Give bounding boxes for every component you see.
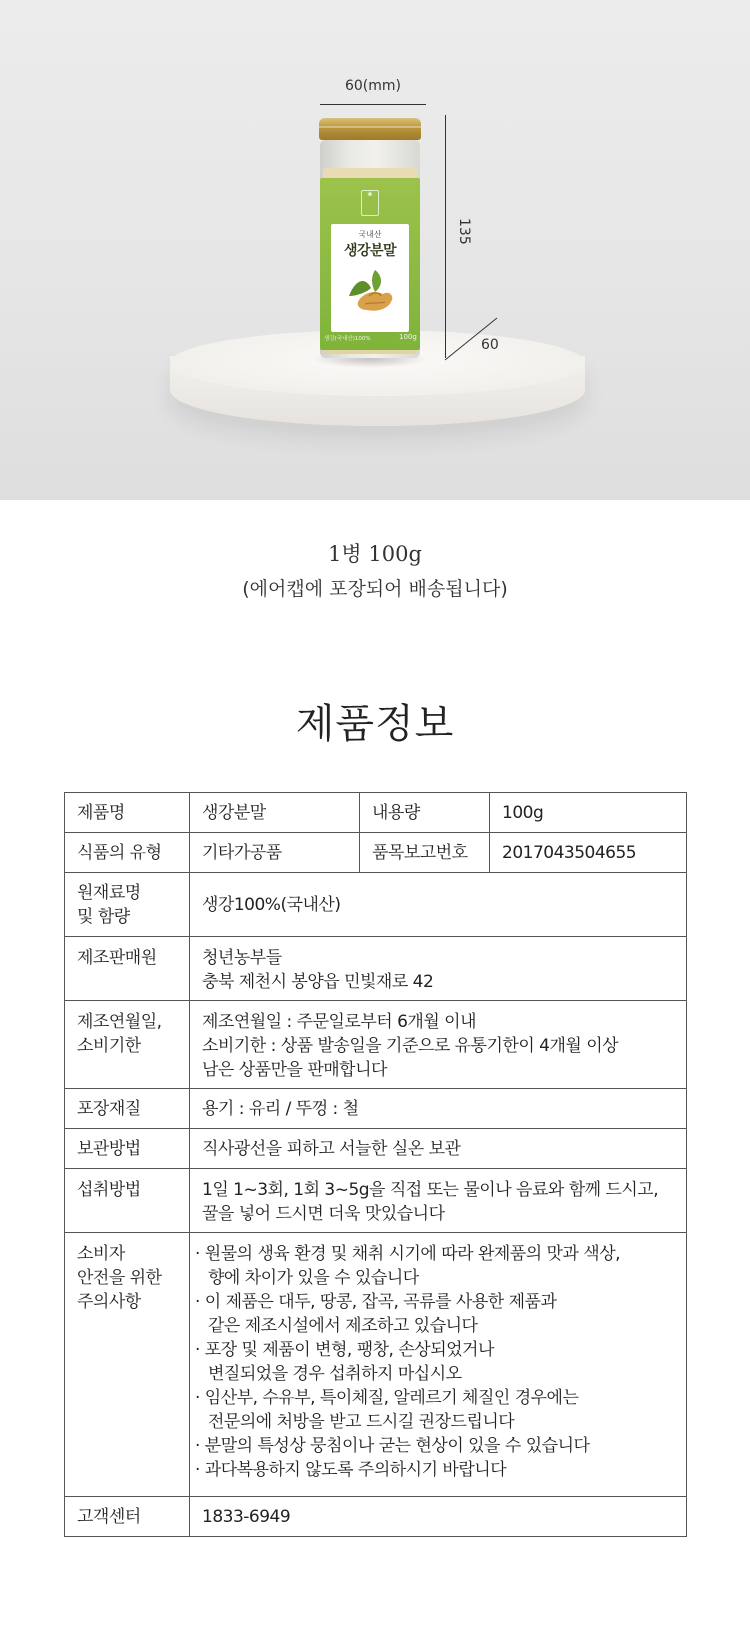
width-dimension-line [320, 104, 426, 105]
table-row [65, 1089, 687, 1129]
jar-lid [319, 118, 421, 140]
height-dimension-label: 135 [456, 218, 472, 245]
caution-item: · 포장 및 제품이 변형, 팽창, 손상되었거나 [195, 1340, 494, 1360]
date-label [65, 1001, 190, 1089]
food-type-label: 식품의 유형 [65, 833, 190, 873]
caution-label-line: 안전을 위한 [77, 1268, 162, 1288]
caution-item: · 임산부, 수유부, 특이체질, 알레르기 체질인 경우에는 [195, 1388, 579, 1408]
caution-label [65, 1233, 190, 1497]
intake-line: 1일 1~3회, 1회 3~5g을 직접 또는 물이나 음료와 함께 드시고, [202, 1180, 659, 1200]
food-type-value: 기타가공품 [190, 833, 360, 873]
caution-list [190, 1233, 687, 1497]
product-name-value: 생강분말 [190, 793, 360, 833]
date-label-line: 소비기한 [77, 1036, 141, 1056]
seller-value [190, 937, 687, 1001]
brand-logo-icon: ❀ [361, 190, 379, 216]
storage-value: 직사광선을 피하고 서늘한 실온 보관 [190, 1129, 687, 1169]
section-title: 제품정보 [295, 701, 455, 747]
report-number-value: 2017043504655 [490, 833, 687, 873]
seller-name: 청년농부들 [202, 948, 282, 968]
product-name-label: 제품명 [65, 793, 190, 833]
caution-item: · 원물의 생육 환경 및 채취 시기에 따라 완제품의 맛과 색상, [195, 1244, 621, 1264]
date-line: 남은 상품만을 판매합니다 [202, 1060, 387, 1080]
capacity-value: 100g [490, 793, 687, 833]
jar-label-ingredient: 생강(국내산)100% [324, 336, 371, 342]
table-row [65, 1497, 687, 1537]
date-line: 제조연월일 : 주문일로부터 6개월 이내 [202, 1012, 476, 1032]
width-dimension-label: 60(mm) [344, 78, 401, 94]
caution-item-cont: 향에 차이가 있을 수 있습니다 [208, 1268, 419, 1288]
customer-center-phone: 1833-6949 [190, 1497, 687, 1537]
caution-label-line: 소비자 [77, 1244, 125, 1264]
jar-label-name: 생강분말 [343, 243, 397, 259]
jar-label-weight: 100g [399, 333, 417, 341]
table-row [65, 1233, 687, 1497]
table-row [65, 1169, 687, 1233]
packaging-label: 포장재질 [65, 1089, 190, 1129]
intake-line: 꿀을 넣어 드시면 더욱 맛있습니다 [202, 1204, 445, 1224]
package-quantity: 1병 100g [328, 542, 422, 566]
jar-label-origin: 국내산 [358, 230, 382, 239]
shipping-note: (에어캡에 포장되어 배송됩니다) [242, 578, 508, 600]
caution-item-cont: 같은 제조시설에서 제조하고 있습니다 [208, 1316, 478, 1336]
date-line: 소비기한 : 상품 발송일을 기준으로 유통기한이 4개월 이상 [202, 1036, 619, 1056]
capacity-label: 내용량 [360, 793, 490, 833]
ingredients-label-line: 및 함량 [77, 906, 130, 927]
seller-address: 충북 제천시 봉양읍 민빛재로 42 [202, 972, 434, 992]
table-row [65, 937, 687, 1001]
caution-item-cont: 변질되었을 경우 섭취하지 마십시오 [208, 1364, 462, 1384]
caution-item: · 이 제품은 대두, 땅콩, 잡곡, 곡류를 사용한 제품과 [195, 1292, 557, 1312]
ginger-illustration-icon [345, 266, 397, 316]
seller-label: 제조판매원 [65, 937, 190, 1001]
ingredients-label [65, 873, 190, 937]
table-row [65, 873, 687, 937]
caution-item: · 분말의 특성상 뭉침이나 굳는 현상이 있을 수 있습니다 [195, 1436, 590, 1456]
depth-dimension-label: 60 [481, 337, 499, 353]
caution-label-line: 주의사항 [77, 1292, 141, 1312]
customer-center-label: 고객센터 [65, 1497, 190, 1537]
ingredients-value: 생강100%(국내산) [190, 873, 687, 937]
date-label-line: 제조연월일, [77, 1012, 162, 1032]
ingredients-label-line: 원재료명 [77, 882, 141, 903]
table-row [65, 1129, 687, 1169]
caution-item: · 과다복용하지 않도록 주의하시기 바랍니다 [195, 1460, 507, 1480]
product-info-table [64, 792, 687, 1537]
packaging-value: 용기 : 유리 / 뚜껑 : 철 [190, 1089, 687, 1129]
product-photo [0, 0, 750, 500]
intake-label: 섭취방법 [65, 1169, 190, 1233]
table-row [65, 793, 687, 833]
caution-item-cont: 전문의에 처방을 받고 드시길 권장드립니다 [208, 1412, 515, 1432]
intake-value [190, 1169, 687, 1233]
table-row [65, 833, 687, 873]
storage-label: 보관방법 [65, 1129, 190, 1169]
date-value [190, 1001, 687, 1089]
table-row [65, 1001, 687, 1089]
report-number-label: 품목보고번호 [360, 833, 490, 873]
